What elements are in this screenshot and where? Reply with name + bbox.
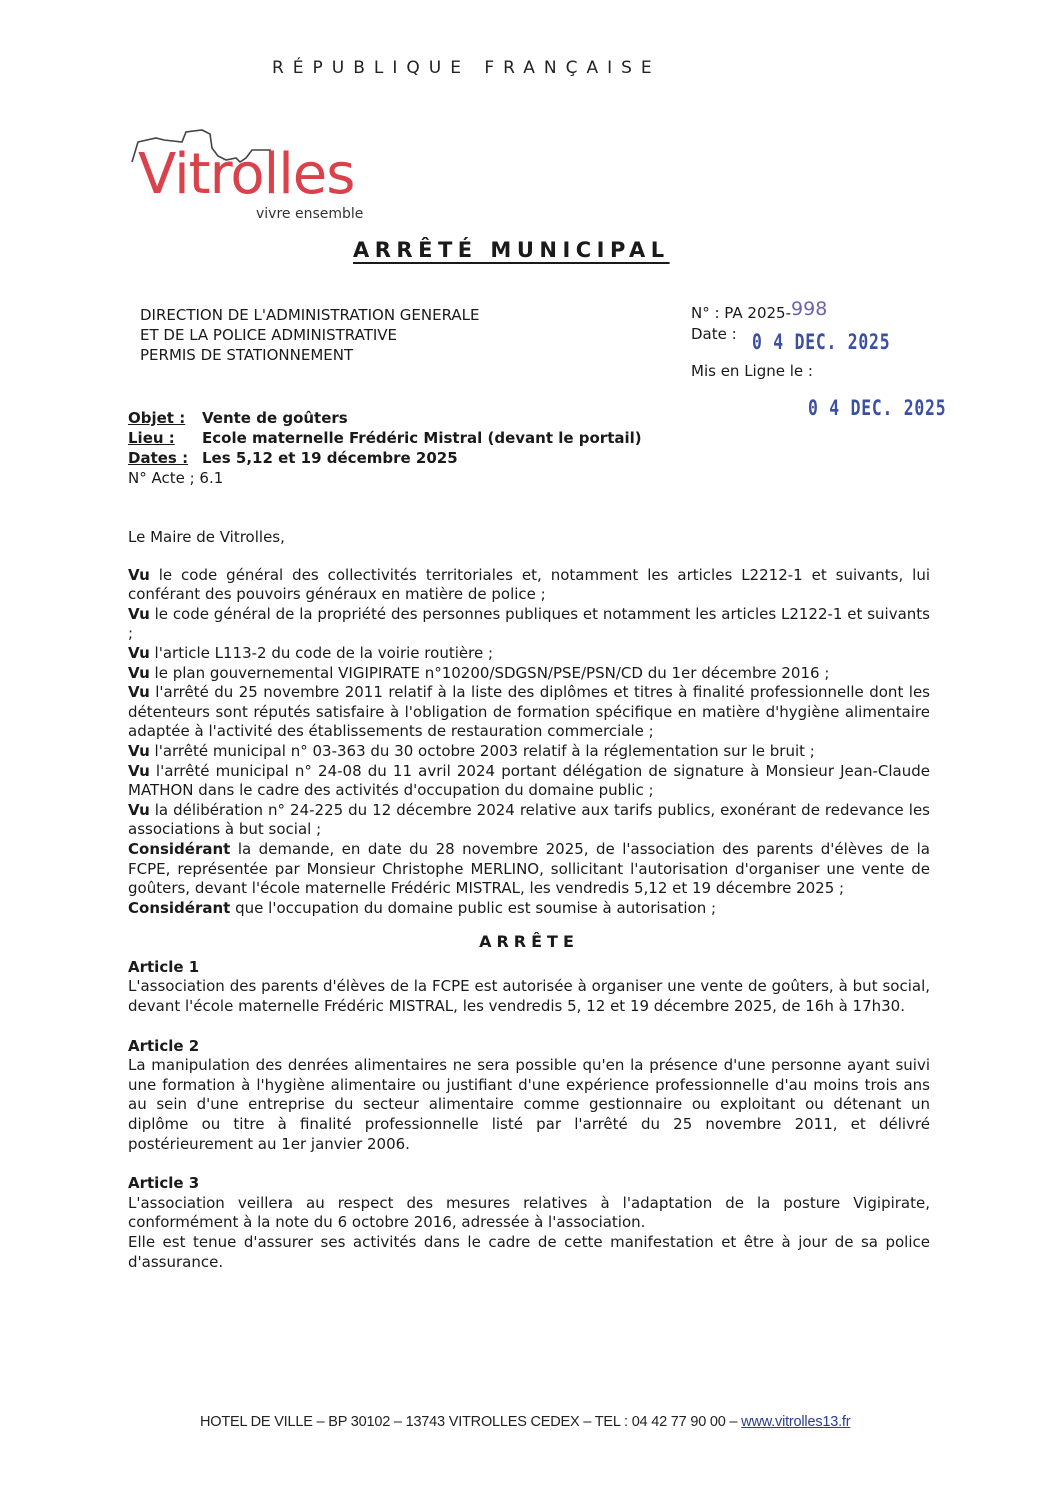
acte-number: N° Acte ; 6.1 xyxy=(128,469,224,487)
vu-text: l'arrêté du 25 novembre 2011 relatif à la liste des diplômes et titres à finalité professionnelle dont les détenteurs sont réputés satisfaire à l'obligation de formation spécifique en matière d'hygiène alimentaire adaptée à l'activité des établissements de restauration commerciale ; xyxy=(128,683,930,741)
vu-keyword: Vu xyxy=(128,565,150,584)
article-paragraph: L'association des parents d'élèves de la FCPE est autorisée à organiser une vente de goûters, à but social, devant l'école maternelle Frédéric MISTRAL, les vendredis 5, 12 et 19 décembre 2025, de 16h à 17h30. xyxy=(128,977,930,1016)
objet-value: Vente de goûters xyxy=(202,409,348,427)
considerant-item xyxy=(128,840,930,899)
vu-item xyxy=(128,742,930,762)
vu-item xyxy=(128,605,930,644)
article-title: Article 1 xyxy=(128,957,200,976)
vu-keyword: Vu xyxy=(128,683,150,702)
vu-item xyxy=(128,644,930,664)
article-title: Article 2 xyxy=(128,1036,200,1055)
vu-item xyxy=(128,664,930,684)
act-number-handwritten: 998 xyxy=(791,298,828,320)
date-label: Date : xyxy=(691,325,737,343)
vu-item xyxy=(128,762,930,801)
vu-text: la délibération n° 24-225 du 12 décembre 2024 relative aux tarifs publics, exonérant de redevance les associations à but social ; xyxy=(128,800,930,839)
direction-line: PERMIS DE STATIONNEMENT xyxy=(140,346,354,364)
vu-item xyxy=(128,801,930,840)
vu-text: le code général de la propriété des personnes publiques et notamment les articles L2122-1 et suivants ; xyxy=(128,604,930,643)
vu-text: le plan gouvernemental VIGIPIRATE n°10200/SDGSN/PSE/PSN/CD du 1er décembre 2016 ; xyxy=(154,663,830,682)
objet-label: Objet : xyxy=(128,409,186,427)
considerant-keyword: Considérant xyxy=(128,898,231,917)
date-stamp: 0 4 DEC. 2025 xyxy=(752,330,891,354)
vu-keyword: Vu xyxy=(128,643,150,662)
vu-text: l'arrêté municipal n° 24-08 du 11 avril 2024 portant délégation de signature à Monsieur Jean-Claude MATHON dans le cadre des activités d'occupation du domaine public ; xyxy=(128,761,930,800)
vu-item xyxy=(128,566,930,605)
online-date-stamp: 0 4 DEC. 2025 xyxy=(808,396,947,420)
considerant-keyword: Considérant xyxy=(128,839,231,858)
article-title: Article 3 xyxy=(128,1174,200,1193)
act-number-label: N° : PA 2025- xyxy=(691,304,792,322)
arrete-heading: ARRÊTE xyxy=(479,932,579,952)
vu-text: l'article L113-2 du code de la voirie routière ; xyxy=(154,643,493,662)
considerant-text: que l'occupation du domaine public est soumise à autorisation ; xyxy=(235,898,717,917)
vu-keyword: Vu xyxy=(128,604,150,623)
logo-tagline: vivre ensemble xyxy=(256,206,364,222)
republique-francaise-header: RÉPUBLIQUE FRANÇAISE xyxy=(272,58,661,78)
online-label: Mis en Ligne le : xyxy=(691,362,813,380)
articles xyxy=(128,958,930,1272)
logo-wordmark: Vitrolles xyxy=(138,142,355,207)
vu-keyword: Vu xyxy=(128,761,150,780)
direction-line: ET DE LA POLICE ADMINISTRATIVE xyxy=(140,326,398,344)
vu-keyword: Vu xyxy=(128,800,150,819)
footer xyxy=(200,1414,850,1430)
subject-block xyxy=(128,408,642,488)
vu-keyword: Vu xyxy=(128,741,150,760)
direction-line: DIRECTION DE L'ADMINISTRATION GENERALE xyxy=(140,306,480,324)
considerant-item xyxy=(128,899,930,919)
vu-text: le code général des collectivités territoriales et, notamment les articles L2212-1 et suivants, lui conférant des pouvoirs généraux en matière de police ; xyxy=(128,565,930,604)
vu-list xyxy=(128,566,930,840)
vitrolles-logo xyxy=(126,122,386,227)
considerant-text: la demande, en date du 28 novembre 2025, de l'association des parents d'élèves de la FCPE, représentée par Monsieur Christophe MERLINO, sollicitant l'autorisation d'organiser une vente de goûters, devant l'école maternelle Frédéric MISTRAL, les vendredis 5,12 et 19 décembre 2025 ; xyxy=(128,839,930,898)
article-paragraph: Elle est tenue d'assurer ses activités dans le cadre de cette manifestation et être à jour de sa police d'assurance. xyxy=(128,1233,930,1271)
greeting: Le Maire de Vitrolles, xyxy=(128,528,285,546)
article-paragraph: La manipulation des denrées alimentaires ne sera possible qu'en la présence d'une personne ayant suivi une formation à l'hygiène alimentaire ou justifiant d'une expérience professionnelle d'au moins trois ans au sein d'une entreprise du secteur alimentaire comme gestionnaire ou exploitant ou détenant un diplôme ou titre à finalité professionnelle listé par l'arrêté du 25 novembre 2011, et délivré postérieurement au 1er janvier 2006. xyxy=(128,1056,930,1153)
lieu-label: Lieu : xyxy=(128,429,175,447)
vu-keyword: Vu xyxy=(128,663,150,682)
website-link[interactable]: www.vitrolles13.fr xyxy=(741,1414,851,1430)
article-paragraph: L'association veillera au respect des mesures relatives à l'adaptation de la posture Vigipirate, conformément à la note du 6 octobre 2016, adressée à l'association. xyxy=(128,1193,930,1232)
footer-address: HOTEL DE VILLE – BP 30102 – 13743 VITROLLES CEDEX – TEL : 04 42 77 90 00 – xyxy=(200,1414,742,1430)
lieu-value: Ecole maternelle Frédéric Mistral (devant le portail) xyxy=(202,429,642,447)
document-body xyxy=(128,528,930,1272)
direction-block xyxy=(140,305,480,365)
considerant-list xyxy=(128,840,930,918)
vu-item xyxy=(128,683,930,742)
dates-value: Les 5,12 et 19 décembre 2025 xyxy=(202,449,458,467)
dates-label: Dates : xyxy=(128,449,189,467)
vu-text: l'arrêté municipal n° 03-363 du 30 octobre 2003 relatif à la réglementation sur le bruit ; xyxy=(154,741,815,760)
document-title: ARRÊTÉ MUNICIPAL xyxy=(353,238,670,262)
